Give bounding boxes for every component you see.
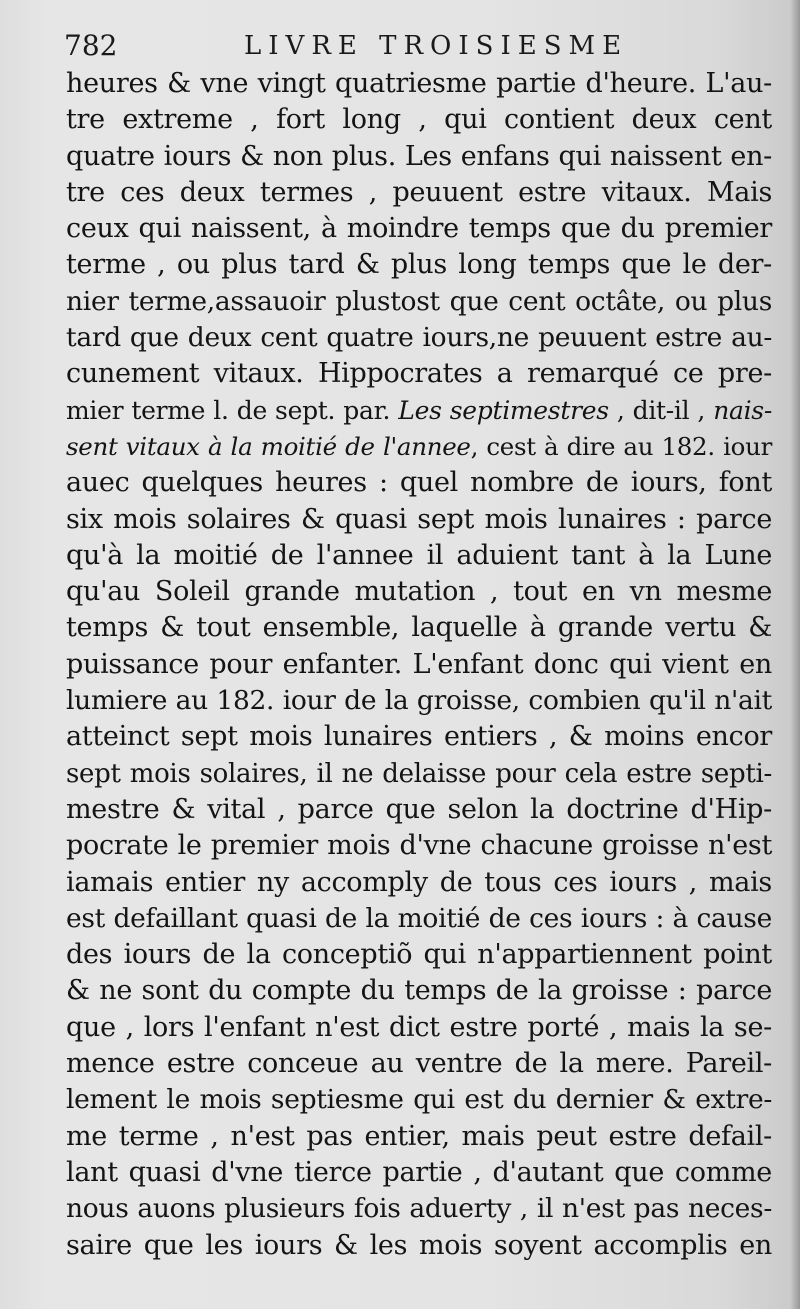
text-segment: puissance pour enfanter. L'enfant donc qui vient en: [66, 648, 772, 680]
text-segment: heures & vne vingt quatriesme partie d'heure. L'au-: [66, 68, 772, 99]
text-line: [66, 393, 772, 429]
text-line: [66, 1191, 772, 1227]
text-line: [66, 937, 772, 973]
text-segment: iamais entier ny accomply de tous ces iours , mais: [66, 866, 772, 898]
text-line: [66, 1010, 772, 1046]
text-segment: mence estre conceue au ventre de la mere. Pareil-: [66, 1048, 772, 1080]
text-segment: ceux qui naissent, à moindre temps que du premier: [66, 213, 772, 245]
text-segment: qu'à la moitié de l'annee il aduient tant à la Lune: [66, 539, 772, 571]
text-segment: saire que les iours & les mois soyent accomplis en: [66, 1229, 772, 1261]
text-line: [66, 610, 772, 646]
body-text: [66, 66, 772, 1264]
text-line: [66, 502, 772, 538]
text-segment: pocrate le premier mois d'vne chacune groisse n'est: [66, 830, 772, 862]
text-line: [66, 1228, 772, 1264]
text-segment: lement le mois septiesme qui est du dernier & extre-: [66, 1084, 772, 1116]
text-segment: & ne sont du compte du temps de la groisse : parce: [66, 975, 772, 1007]
text-line: [66, 356, 772, 392]
text-segment: tre ces deux termes , peuuent estre vitaux. Mais: [66, 176, 772, 208]
text-line: [66, 211, 772, 247]
text-segment: , cest à dire au 182. iour: [470, 431, 772, 461]
text-segment: , dit-il ,: [608, 395, 714, 425]
text-line: [66, 102, 772, 138]
text-line: [66, 574, 772, 610]
text-line: [66, 865, 772, 901]
text-segment: mestre & vital , parce que selon la doctrine d'Hip-: [66, 793, 772, 825]
italic-quote: sent vitaux à la moitié de l'annee: [66, 431, 471, 461]
page-number: 782: [64, 29, 118, 62]
text-segment: mier terme l. de sept. par.: [66, 395, 399, 425]
text-segment: tre extreme , fort long , qui contient deux cent: [66, 104, 772, 136]
text-segment: que , lors l'enfant n'est dict estre porté , mais la se-: [66, 1011, 772, 1043]
text-segment: lumiere au 182. iour de la groisse, combien qu'il n'ait: [66, 685, 772, 717]
text-line: [66, 647, 772, 683]
text-line: [66, 1082, 772, 1118]
text-line: [66, 139, 772, 175]
italic-quote: nais-: [713, 395, 772, 425]
text-segment: est defaillant quasi de la moitié de ces iours : à cause: [66, 902, 772, 934]
text-segment: sept mois solaires, il ne delaisse pour cela estre septi-: [66, 758, 772, 789]
text-line: [66, 247, 772, 283]
text-segment: terme , ou plus tard & plus long temps que le der-: [66, 249, 772, 281]
text-segment: six mois solaires & quasi sept mois lunaires : parce: [66, 503, 772, 535]
text-segment: cunement vitaux. Hippocrates a remarqué ce pre-: [66, 358, 772, 390]
text-line: [66, 1119, 772, 1155]
text-line: [66, 792, 772, 828]
text-line: [66, 973, 772, 1009]
text-segment: tard que deux cent quatre iours,ne peuuent estre au-: [66, 322, 772, 354]
text-line: [66, 1046, 772, 1082]
text-segment: temps & tout ensemble, laquelle à grande vertu &: [66, 612, 772, 644]
italic-quote: Les septimestres: [398, 395, 609, 425]
text-segment: des iours de la conceptiõ qui n'appartiennent point: [66, 939, 772, 971]
text-line: [66, 719, 772, 755]
text-segment: auec quelques heures : quel nombre de iours, font: [66, 467, 772, 499]
running-head: LIVRE TROISIESME: [244, 31, 629, 61]
text-line: [66, 284, 772, 320]
text-line: [66, 828, 772, 864]
text-line: [66, 66, 772, 102]
text-segment: nier terme,assauoir plustost que cent octâte, ou plus: [66, 285, 772, 317]
text-line: [66, 465, 772, 501]
text-segment: nous auons plusieurs fois aduerty , il n'est pas neces-: [66, 1193, 772, 1225]
text-segment: atteinct sept mois lunaires entiers , & moins encor: [66, 721, 772, 753]
text-line: [66, 1155, 772, 1191]
page-edge-shadow: [790, 0, 800, 1309]
text-line: [66, 901, 772, 937]
text-line: [66, 320, 772, 356]
text-segment: me terme , n'est pas entier, mais peut estre defail-: [66, 1120, 772, 1152]
text-line: [66, 756, 772, 792]
page-header: [64, 26, 764, 66]
text-line: [66, 429, 772, 465]
text-line: [66, 538, 772, 574]
text-line: [66, 683, 772, 719]
text-segment: qu'au Soleil grande mutation , tout en vn mesme: [66, 576, 772, 608]
text-segment: lant quasi d'vne tierce partie , d'autant que comme: [66, 1156, 772, 1188]
text-segment: quatre iours & non plus. Les enfans qui naissent en-: [66, 140, 772, 172]
text-line: [66, 175, 772, 211]
